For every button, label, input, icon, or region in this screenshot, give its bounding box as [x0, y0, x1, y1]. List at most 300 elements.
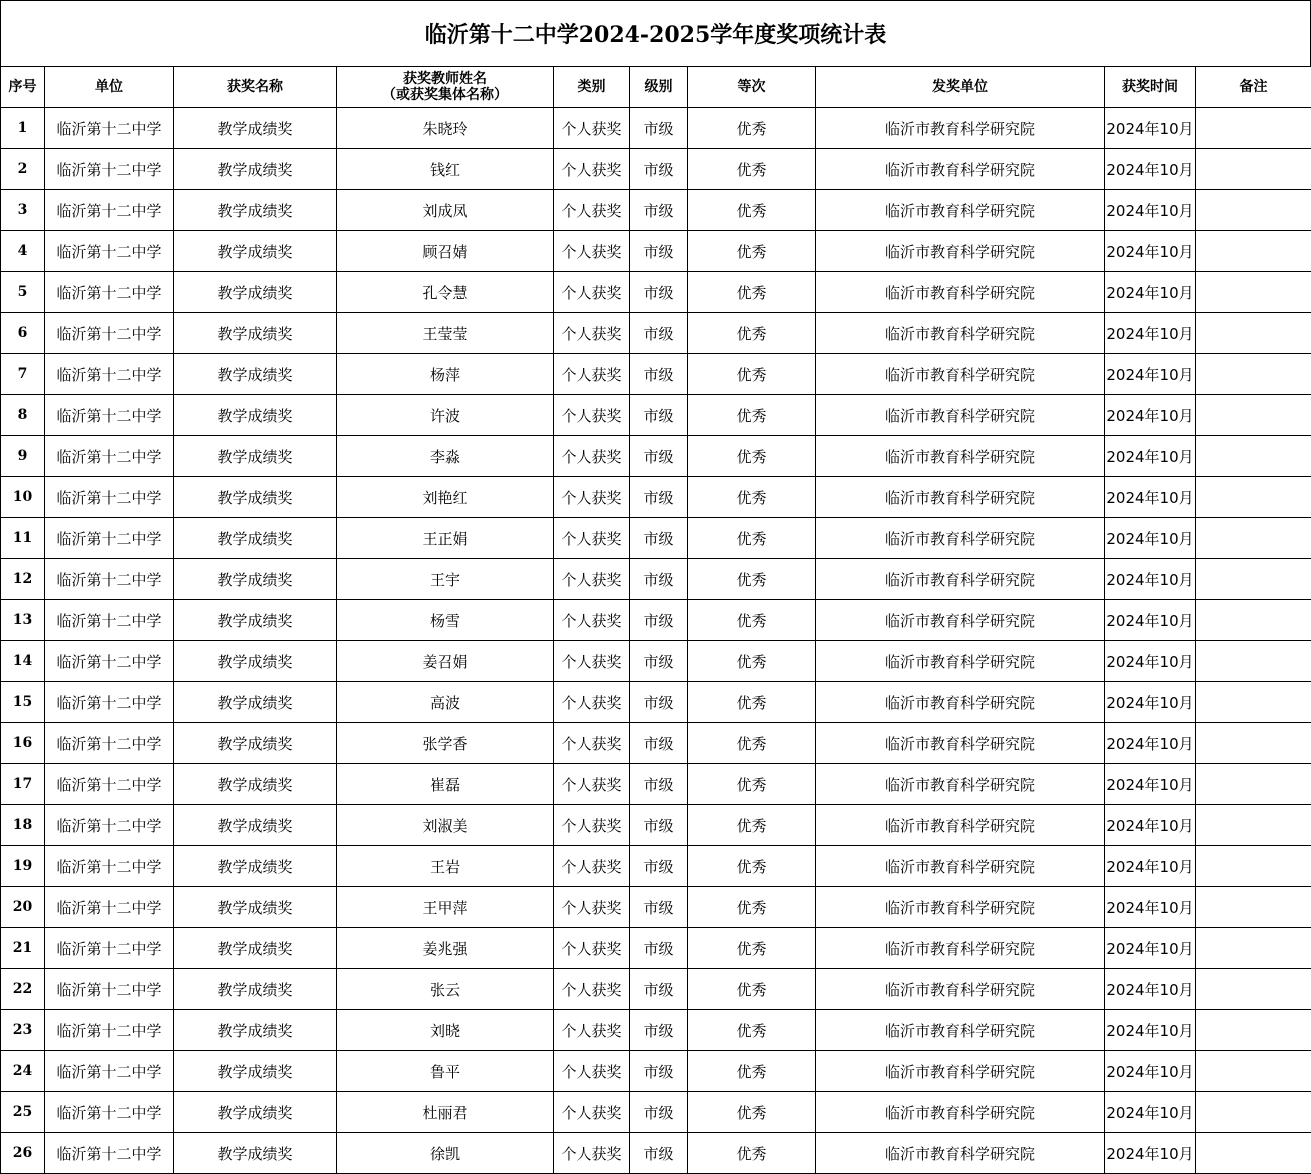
table-row: [1, 1051, 1311, 1092]
cell-issuer: 临沂市教育科学研究院: [816, 969, 1105, 1010]
cell-date: 2024年10月: [1105, 846, 1196, 887]
cell-unit: 临沂第十二中学: [45, 682, 174, 723]
cell-issuer: 临沂市教育科学研究院: [816, 108, 1105, 149]
table-row: [1, 846, 1311, 887]
cell-remark: [1196, 108, 1311, 149]
cell-grade: 优秀: [688, 149, 816, 190]
cell-award-name: 教学成绩奖: [174, 723, 337, 764]
cell-date: 2024年10月: [1105, 395, 1196, 436]
cell-issuer: 临沂市教育科学研究院: [816, 1133, 1105, 1174]
cell-award-name: 教学成绩奖: [174, 846, 337, 887]
cell-teacher-name: 张云: [337, 969, 554, 1010]
cell-remark: [1196, 600, 1311, 641]
cell-grade: 优秀: [688, 928, 816, 969]
table-row: [1, 477, 1311, 518]
cell-remark: [1196, 231, 1311, 272]
cell-grade: 优秀: [688, 108, 816, 149]
table-row: [1, 436, 1311, 477]
cell-category: 个人获奖: [554, 272, 630, 313]
cell-remark: [1196, 395, 1311, 436]
cell-category: 个人获奖: [554, 395, 630, 436]
cell-unit: 临沂第十二中学: [45, 1010, 174, 1051]
cell-remark: [1196, 723, 1311, 764]
table-row: [1, 1010, 1311, 1051]
cell-grade: 优秀: [688, 682, 816, 723]
cell-remark: [1196, 1133, 1311, 1174]
cell-grade: 优秀: [688, 1051, 816, 1092]
cell-award-name: 教学成绩奖: [174, 1010, 337, 1051]
cell-seq: 22: [1, 969, 45, 1010]
cell-issuer: 临沂市教育科学研究院: [816, 559, 1105, 600]
cell-teacher-name: 王宇: [337, 559, 554, 600]
cell-category: 个人获奖: [554, 477, 630, 518]
cell-seq: 24: [1, 1051, 45, 1092]
cell-award-name: 教学成绩奖: [174, 600, 337, 641]
sheet-title: 临沂第十二中学2024-2025学年度奖项统计表: [0, 0, 1311, 66]
cell-remark: [1196, 436, 1311, 477]
cell-date: 2024年10月: [1105, 805, 1196, 846]
cell-unit: 临沂第十二中学: [45, 600, 174, 641]
cell-issuer: 临沂市教育科学研究院: [816, 1051, 1105, 1092]
header-category: 类别: [554, 67, 630, 108]
table-row: [1, 1133, 1311, 1174]
cell-teacher-name: 李淼: [337, 436, 554, 477]
cell-unit: 临沂第十二中学: [45, 231, 174, 272]
header-row: [1, 67, 1311, 108]
table-row: [1, 682, 1311, 723]
cell-level: 市级: [630, 518, 688, 559]
cell-grade: 优秀: [688, 272, 816, 313]
cell-seq: 9: [1, 436, 45, 477]
cell-level: 市级: [630, 313, 688, 354]
cell-unit: 临沂第十二中学: [45, 354, 174, 395]
header-teacher-line2: （或获奖集体名称）: [382, 87, 508, 103]
cell-level: 市级: [630, 641, 688, 682]
cell-seq: 20: [1, 887, 45, 928]
cell-grade: 优秀: [688, 559, 816, 600]
cell-teacher-name: 高波: [337, 682, 554, 723]
cell-unit: 临沂第十二中学: [45, 1133, 174, 1174]
cell-teacher-name: 王正娟: [337, 518, 554, 559]
header-award-name: 获奖名称: [174, 67, 337, 108]
cell-grade: 优秀: [688, 1092, 816, 1133]
cell-award-name: 教学成绩奖: [174, 805, 337, 846]
table-row: [1, 354, 1311, 395]
cell-issuer: 临沂市教育科学研究院: [816, 887, 1105, 928]
cell-level: 市级: [630, 231, 688, 272]
cell-unit: 临沂第十二中学: [45, 559, 174, 600]
cell-award-name: 教学成绩奖: [174, 149, 337, 190]
cell-unit: 临沂第十二中学: [45, 518, 174, 559]
table-row: [1, 559, 1311, 600]
cell-seq: 10: [1, 477, 45, 518]
cell-date: 2024年10月: [1105, 887, 1196, 928]
cell-category: 个人获奖: [554, 149, 630, 190]
cell-award-name: 教学成绩奖: [174, 1133, 337, 1174]
cell-unit: 临沂第十二中学: [45, 641, 174, 682]
cell-remark: [1196, 846, 1311, 887]
cell-date: 2024年10月: [1105, 436, 1196, 477]
cell-unit: 临沂第十二中学: [45, 395, 174, 436]
table-row: [1, 272, 1311, 313]
cell-level: 市级: [630, 477, 688, 518]
cell-date: 2024年10月: [1105, 641, 1196, 682]
cell-level: 市级: [630, 1133, 688, 1174]
cell-unit: 临沂第十二中学: [45, 887, 174, 928]
table-row: [1, 190, 1311, 231]
cell-seq: 16: [1, 723, 45, 764]
table-row: [1, 805, 1311, 846]
cell-date: 2024年10月: [1105, 190, 1196, 231]
cell-unit: 临沂第十二中学: [45, 313, 174, 354]
cell-level: 市级: [630, 682, 688, 723]
cell-unit: 临沂第十二中学: [45, 149, 174, 190]
cell-award-name: 教学成绩奖: [174, 764, 337, 805]
cell-level: 市级: [630, 805, 688, 846]
cell-date: 2024年10月: [1105, 108, 1196, 149]
cell-remark: [1196, 1010, 1311, 1051]
cell-award-name: 教学成绩奖: [174, 887, 337, 928]
cell-remark: [1196, 682, 1311, 723]
cell-teacher-name: 杨萍: [337, 354, 554, 395]
cell-award-name: 教学成绩奖: [174, 108, 337, 149]
table-row: [1, 518, 1311, 559]
cell-issuer: 临沂市教育科学研究院: [816, 354, 1105, 395]
cell-issuer: 临沂市教育科学研究院: [816, 805, 1105, 846]
cell-award-name: 教学成绩奖: [174, 518, 337, 559]
cell-teacher-name: 张学香: [337, 723, 554, 764]
table-body: [1, 108, 1311, 1174]
cell-seq: 26: [1, 1133, 45, 1174]
cell-unit: 临沂第十二中学: [45, 1051, 174, 1092]
cell-teacher-name: 刘成凤: [337, 190, 554, 231]
cell-date: 2024年10月: [1105, 1133, 1196, 1174]
cell-issuer: 临沂市教育科学研究院: [816, 1092, 1105, 1133]
cell-category: 个人获奖: [554, 231, 630, 272]
cell-remark: [1196, 805, 1311, 846]
header-seq: 序号: [1, 67, 45, 108]
cell-remark: [1196, 1092, 1311, 1133]
table-row: [1, 928, 1311, 969]
cell-grade: 优秀: [688, 887, 816, 928]
cell-category: 个人获奖: [554, 969, 630, 1010]
cell-teacher-name: 刘淑美: [337, 805, 554, 846]
cell-unit: 临沂第十二中学: [45, 969, 174, 1010]
cell-grade: 优秀: [688, 190, 816, 231]
cell-issuer: 临沂市教育科学研究院: [816, 723, 1105, 764]
cell-teacher-name: 刘艳红: [337, 477, 554, 518]
table-row: [1, 600, 1311, 641]
cell-category: 个人获奖: [554, 1051, 630, 1092]
cell-seq: 11: [1, 518, 45, 559]
cell-seq: 8: [1, 395, 45, 436]
cell-category: 个人获奖: [554, 313, 630, 354]
cell-date: 2024年10月: [1105, 764, 1196, 805]
cell-teacher-name: 姜兆强: [337, 928, 554, 969]
header-grade: 等次: [688, 67, 816, 108]
cell-grade: 优秀: [688, 764, 816, 805]
cell-level: 市级: [630, 969, 688, 1010]
cell-date: 2024年10月: [1105, 1051, 1196, 1092]
cell-seq: 19: [1, 846, 45, 887]
cell-unit: 临沂第十二中学: [45, 846, 174, 887]
cell-date: 2024年10月: [1105, 477, 1196, 518]
cell-award-name: 教学成绩奖: [174, 559, 337, 600]
cell-category: 个人获奖: [554, 559, 630, 600]
cell-award-name: 教学成绩奖: [174, 969, 337, 1010]
table-row: [1, 887, 1311, 928]
cell-date: 2024年10月: [1105, 928, 1196, 969]
cell-issuer: 临沂市教育科学研究院: [816, 846, 1105, 887]
cell-issuer: 临沂市教育科学研究院: [816, 190, 1105, 231]
cell-date: 2024年10月: [1105, 600, 1196, 641]
cell-unit: 临沂第十二中学: [45, 805, 174, 846]
cell-category: 个人获奖: [554, 723, 630, 764]
table-row: [1, 1092, 1311, 1133]
cell-grade: 优秀: [688, 1133, 816, 1174]
table-row: [1, 231, 1311, 272]
header-remark: 备注: [1196, 67, 1311, 108]
cell-seq: 13: [1, 600, 45, 641]
cell-remark: [1196, 518, 1311, 559]
cell-award-name: 教学成绩奖: [174, 436, 337, 477]
cell-level: 市级: [630, 928, 688, 969]
cell-award-name: 教学成绩奖: [174, 395, 337, 436]
cell-award-name: 教学成绩奖: [174, 1051, 337, 1092]
cell-seq: 3: [1, 190, 45, 231]
cell-teacher-name: 王莹莹: [337, 313, 554, 354]
cell-unit: 临沂第十二中学: [45, 272, 174, 313]
cell-remark: [1196, 969, 1311, 1010]
cell-award-name: 教学成绩奖: [174, 190, 337, 231]
cell-category: 个人获奖: [554, 518, 630, 559]
cell-category: 个人获奖: [554, 682, 630, 723]
cell-teacher-name: 杨雪: [337, 600, 554, 641]
cell-category: 个人获奖: [554, 436, 630, 477]
header-teacher-line1: 获奖教师姓名: [403, 71, 487, 87]
cell-remark: [1196, 272, 1311, 313]
cell-category: 个人获奖: [554, 1092, 630, 1133]
cell-teacher-name: 许波: [337, 395, 554, 436]
cell-unit: 临沂第十二中学: [45, 108, 174, 149]
cell-seq: 23: [1, 1010, 45, 1051]
cell-teacher-name: 王甲萍: [337, 887, 554, 928]
cell-date: 2024年10月: [1105, 723, 1196, 764]
cell-level: 市级: [630, 190, 688, 231]
cell-date: 2024年10月: [1105, 682, 1196, 723]
cell-award-name: 教学成绩奖: [174, 641, 337, 682]
cell-grade: 优秀: [688, 1010, 816, 1051]
cell-category: 个人获奖: [554, 600, 630, 641]
cell-grade: 优秀: [688, 313, 816, 354]
cell-seq: 21: [1, 928, 45, 969]
cell-issuer: 临沂市教育科学研究院: [816, 477, 1105, 518]
cell-category: 个人获奖: [554, 887, 630, 928]
cell-teacher-name: 钱红: [337, 149, 554, 190]
cell-grade: 优秀: [688, 354, 816, 395]
table-row: [1, 723, 1311, 764]
cell-category: 个人获奖: [554, 108, 630, 149]
cell-seq: 6: [1, 313, 45, 354]
cell-teacher-name: 徐凯: [337, 1133, 554, 1174]
cell-unit: 临沂第十二中学: [45, 764, 174, 805]
cell-teacher-name: 孔令慧: [337, 272, 554, 313]
table-row: [1, 313, 1311, 354]
cell-level: 市级: [630, 846, 688, 887]
cell-level: 市级: [630, 887, 688, 928]
cell-seq: 25: [1, 1092, 45, 1133]
cell-category: 个人获奖: [554, 805, 630, 846]
cell-remark: [1196, 641, 1311, 682]
cell-issuer: 临沂市教育科学研究院: [816, 149, 1105, 190]
cell-seq: 2: [1, 149, 45, 190]
table-row: [1, 108, 1311, 149]
cell-date: 2024年10月: [1105, 1092, 1196, 1133]
cell-date: 2024年10月: [1105, 1010, 1196, 1051]
cell-level: 市级: [630, 764, 688, 805]
cell-grade: 优秀: [688, 846, 816, 887]
cell-unit: 临沂第十二中学: [45, 436, 174, 477]
cell-grade: 优秀: [688, 477, 816, 518]
table-row: [1, 969, 1311, 1010]
cell-remark: [1196, 190, 1311, 231]
cell-unit: 临沂第十二中学: [45, 1092, 174, 1133]
cell-award-name: 教学成绩奖: [174, 928, 337, 969]
cell-issuer: 临沂市教育科学研究院: [816, 928, 1105, 969]
cell-date: 2024年10月: [1105, 354, 1196, 395]
cell-remark: [1196, 559, 1311, 600]
cell-category: 个人获奖: [554, 1010, 630, 1051]
cell-teacher-name: 王岩: [337, 846, 554, 887]
cell-date: 2024年10月: [1105, 559, 1196, 600]
cell-unit: 临沂第十二中学: [45, 477, 174, 518]
header-date: 获奖时间: [1105, 67, 1196, 108]
cell-seq: 14: [1, 641, 45, 682]
cell-issuer: 临沂市教育科学研究院: [816, 272, 1105, 313]
cell-seq: 4: [1, 231, 45, 272]
header-unit: 单位: [45, 67, 174, 108]
cell-remark: [1196, 1051, 1311, 1092]
cell-issuer: 临沂市教育科学研究院: [816, 1010, 1105, 1051]
cell-teacher-name: 鲁平: [337, 1051, 554, 1092]
cell-grade: 优秀: [688, 969, 816, 1010]
cell-category: 个人获奖: [554, 764, 630, 805]
cell-date: 2024年10月: [1105, 969, 1196, 1010]
cell-remark: [1196, 149, 1311, 190]
cell-seq: 1: [1, 108, 45, 149]
cell-seq: 17: [1, 764, 45, 805]
cell-teacher-name: 顾召婧: [337, 231, 554, 272]
cell-date: 2024年10月: [1105, 518, 1196, 559]
cell-level: 市级: [630, 395, 688, 436]
cell-unit: 临沂第十二中学: [45, 928, 174, 969]
cell-seq: 7: [1, 354, 45, 395]
cell-grade: 优秀: [688, 600, 816, 641]
cell-grade: 优秀: [688, 395, 816, 436]
cell-seq: 18: [1, 805, 45, 846]
cell-remark: [1196, 477, 1311, 518]
cell-unit: 临沂第十二中学: [45, 190, 174, 231]
cell-level: 市级: [630, 436, 688, 477]
table-row: [1, 149, 1311, 190]
cell-teacher-name: 崔磊: [337, 764, 554, 805]
cell-category: 个人获奖: [554, 928, 630, 969]
table-row: [1, 641, 1311, 682]
cell-award-name: 教学成绩奖: [174, 313, 337, 354]
cell-issuer: 临沂市教育科学研究院: [816, 231, 1105, 272]
cell-remark: [1196, 764, 1311, 805]
cell-issuer: 临沂市教育科学研究院: [816, 313, 1105, 354]
cell-teacher-name: 杜丽君: [337, 1092, 554, 1133]
cell-award-name: 教学成绩奖: [174, 354, 337, 395]
cell-category: 个人获奖: [554, 1133, 630, 1174]
cell-level: 市级: [630, 723, 688, 764]
cell-grade: 优秀: [688, 518, 816, 559]
award-table: [0, 66, 1311, 1174]
header-level: 级别: [630, 67, 688, 108]
cell-grade: 优秀: [688, 436, 816, 477]
cell-grade: 优秀: [688, 805, 816, 846]
table-row: [1, 395, 1311, 436]
cell-level: 市级: [630, 149, 688, 190]
cell-date: 2024年10月: [1105, 272, 1196, 313]
cell-date: 2024年10月: [1105, 149, 1196, 190]
cell-issuer: 临沂市教育科学研究院: [816, 518, 1105, 559]
cell-remark: [1196, 887, 1311, 928]
cell-level: 市级: [630, 108, 688, 149]
cell-teacher-name: 刘晓: [337, 1010, 554, 1051]
cell-level: 市级: [630, 1010, 688, 1051]
cell-remark: [1196, 313, 1311, 354]
cell-unit: 临沂第十二中学: [45, 723, 174, 764]
cell-award-name: 教学成绩奖: [174, 1092, 337, 1133]
table-row: [1, 764, 1311, 805]
cell-level: 市级: [630, 600, 688, 641]
cell-issuer: 临沂市教育科学研究院: [816, 641, 1105, 682]
cell-level: 市级: [630, 354, 688, 395]
cell-grade: 优秀: [688, 641, 816, 682]
cell-grade: 优秀: [688, 723, 816, 764]
cell-award-name: 教学成绩奖: [174, 231, 337, 272]
cell-issuer: 临沂市教育科学研究院: [816, 764, 1105, 805]
cell-remark: [1196, 928, 1311, 969]
cell-category: 个人获奖: [554, 641, 630, 682]
cell-category: 个人获奖: [554, 354, 630, 395]
cell-issuer: 临沂市教育科学研究院: [816, 436, 1105, 477]
cell-teacher-name: 姜召娟: [337, 641, 554, 682]
cell-award-name: 教学成绩奖: [174, 477, 337, 518]
cell-date: 2024年10月: [1105, 313, 1196, 354]
cell-grade: 优秀: [688, 231, 816, 272]
cell-seq: 5: [1, 272, 45, 313]
header-issuer: 发奖单位: [816, 67, 1105, 108]
cell-date: 2024年10月: [1105, 231, 1196, 272]
cell-category: 个人获奖: [554, 846, 630, 887]
cell-seq: 15: [1, 682, 45, 723]
cell-level: 市级: [630, 1092, 688, 1133]
cell-seq: 12: [1, 559, 45, 600]
cell-level: 市级: [630, 272, 688, 313]
cell-teacher-name: 朱晓玲: [337, 108, 554, 149]
cell-award-name: 教学成绩奖: [174, 682, 337, 723]
cell-level: 市级: [630, 1051, 688, 1092]
cell-remark: [1196, 354, 1311, 395]
cell-issuer: 临沂市教育科学研究院: [816, 395, 1105, 436]
cell-award-name: 教学成绩奖: [174, 272, 337, 313]
cell-issuer: 临沂市教育科学研究院: [816, 600, 1105, 641]
header-teacher-name: [337, 67, 554, 108]
cell-issuer: 临沂市教育科学研究院: [816, 682, 1105, 723]
